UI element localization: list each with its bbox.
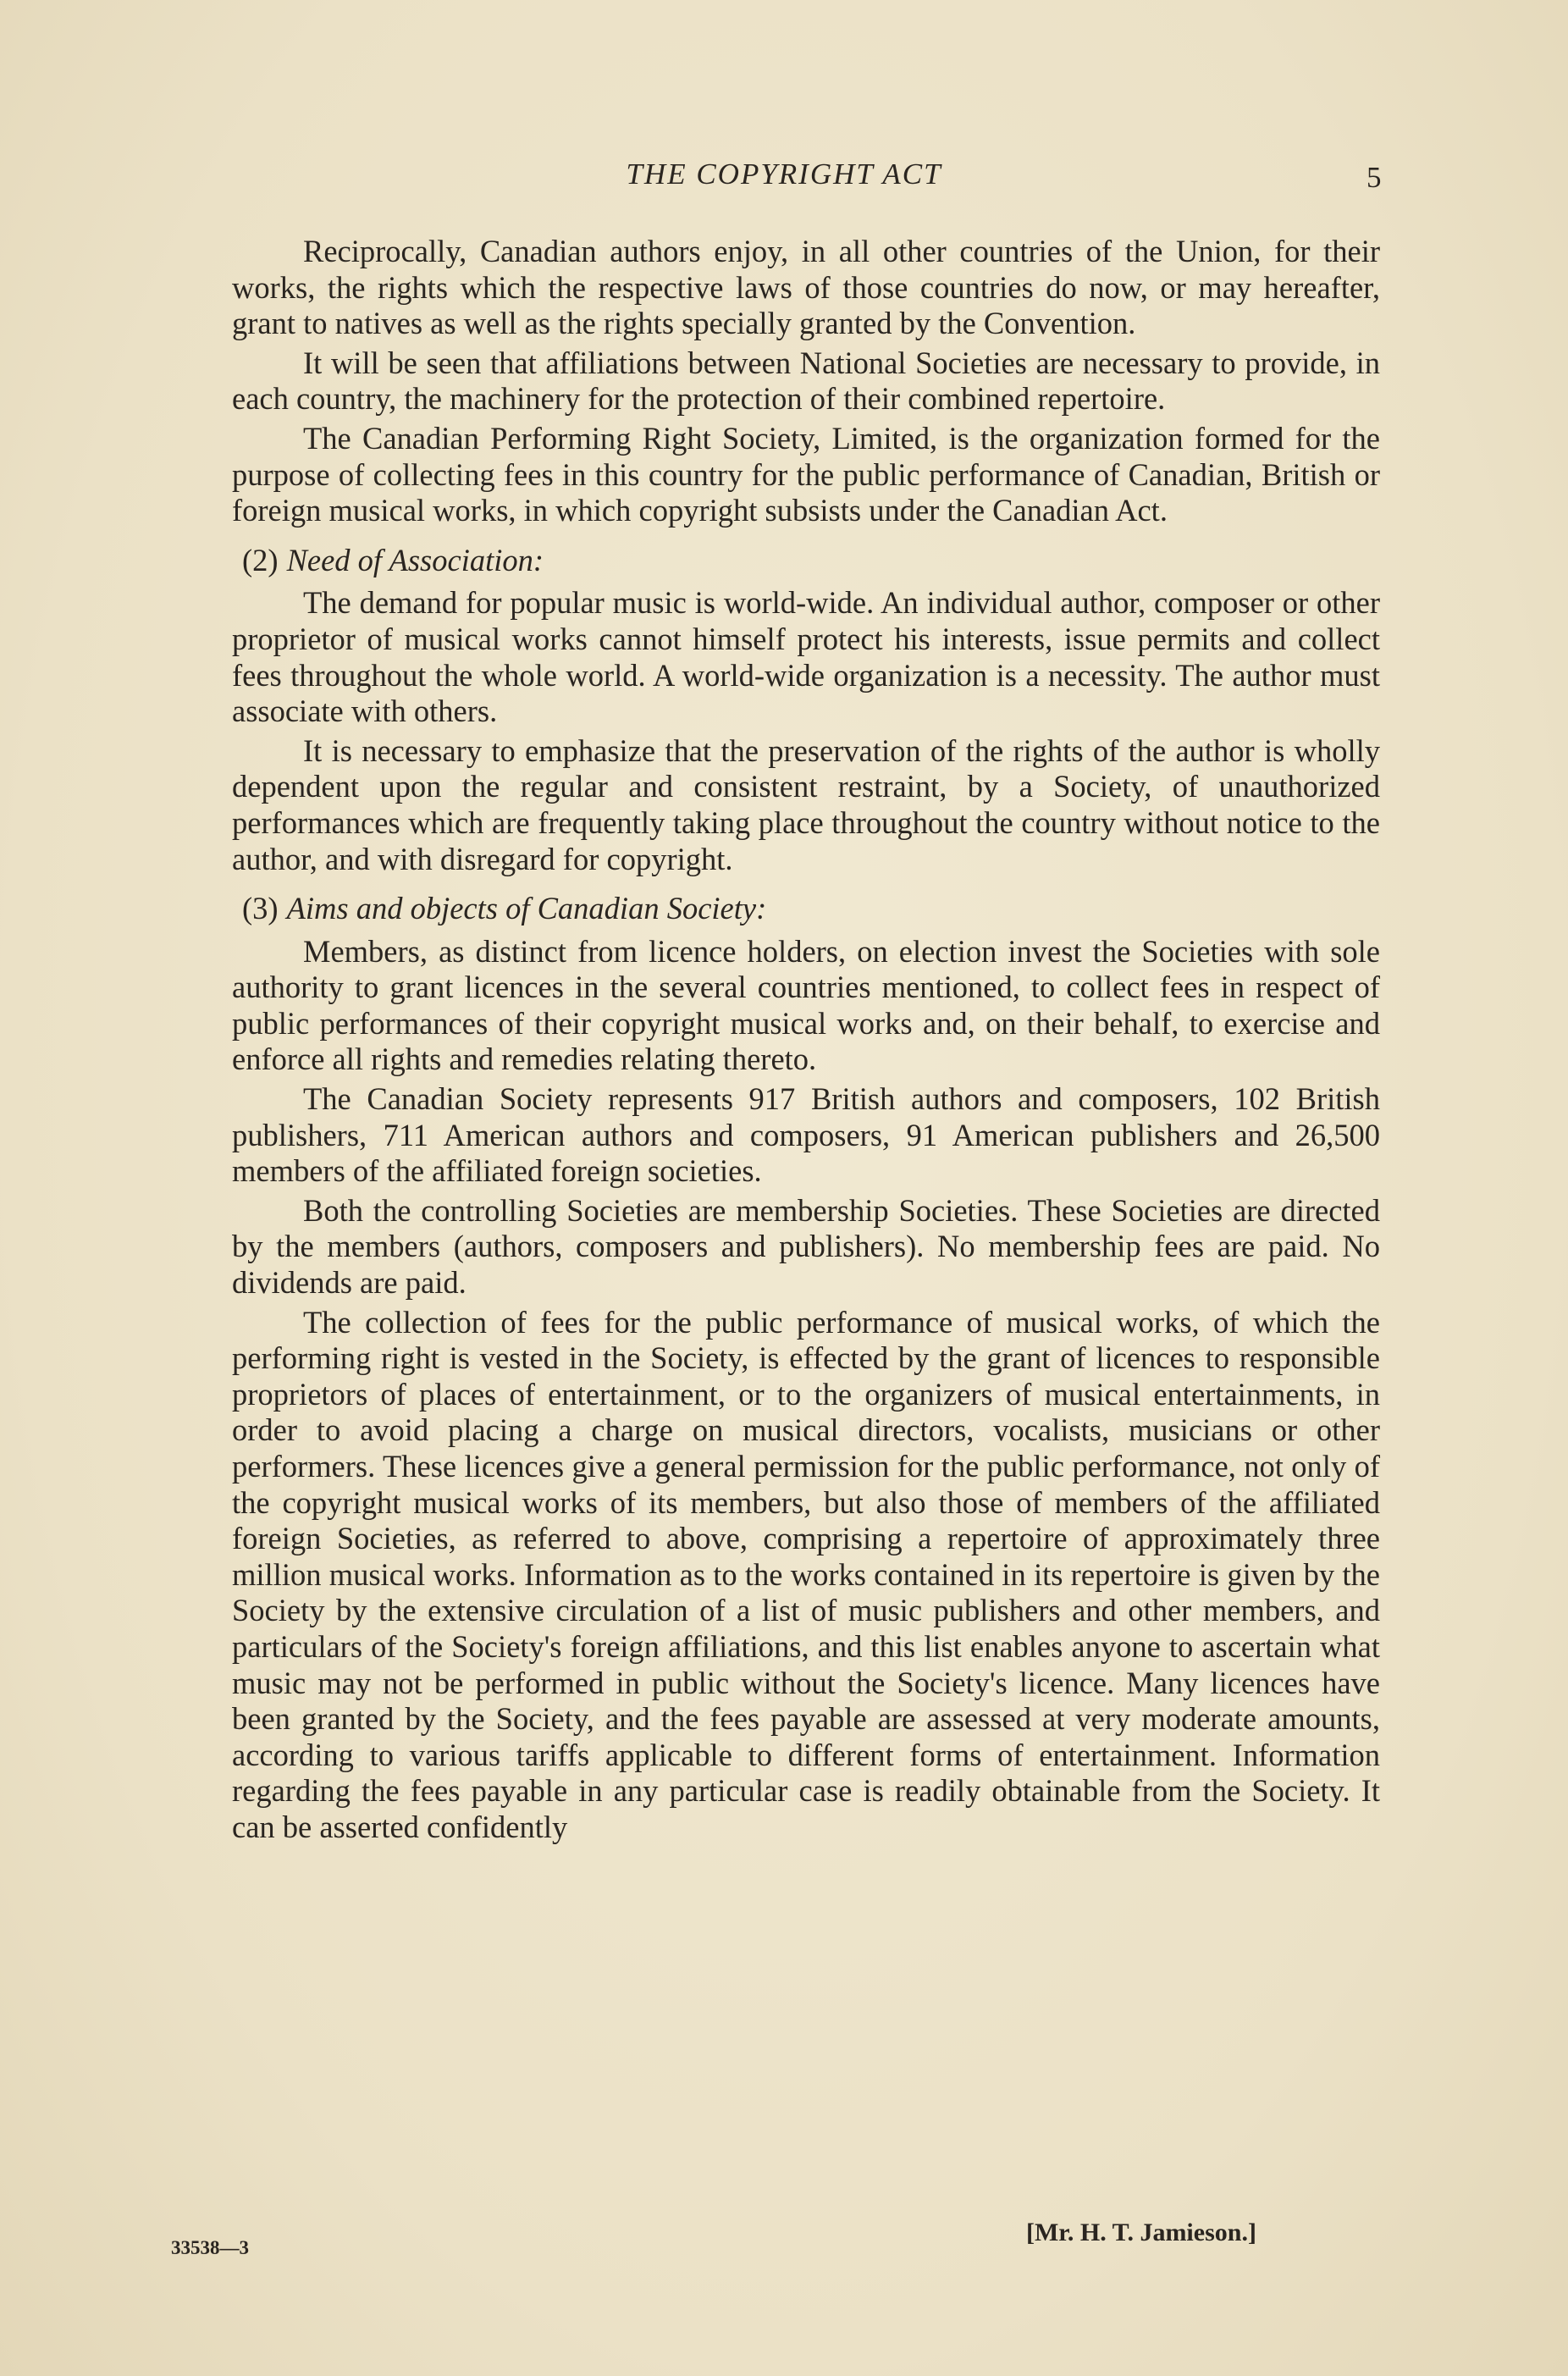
running-title: THE COPYRIGHT ACT <box>626 157 942 191</box>
paragraph: It is necessary to emphasize that the preservation of the rights of the author is wholly dependent upon the regular and consistent restraint, by a Society, of unauthorized performances which are frequently taking place throughout the country without notice to the author, and with disregard for copyright. <box>232 732 1380 876</box>
section-title: Aims and objects of Canadian Society: <box>286 891 767 926</box>
paragraph: The Canadian Performing Right Society, Limited, is the organization formed for the purpose of collecting fees in this country for the public performance of Canadian, British or foreign musical works, in which copyright subsists under the Canadian Act. <box>232 420 1380 528</box>
speaker-attribution: [Mr. H. T. Jamieson.] <box>1026 2219 1256 2246</box>
section-title: Need of Association: <box>286 542 544 577</box>
section-heading-2 <box>242 543 1380 579</box>
paragraph: The Canadian Society represents 917 British authors and composers, 102 British publishers, 711 American authors and composers, 91 American publishers and 26,500 members of the affiliated foreign societies. <box>232 1081 1380 1189</box>
body-text <box>232 234 1380 1849</box>
paragraph: Reciprocally, Canadian authors enjoy, in all other countries of the Union, for their works, the rights which the respective laws of those countries do now, or may hereafter, grant to natives as well as the rights specially granted by the Convention. <box>232 234 1380 341</box>
section-number: (3) <box>242 891 279 926</box>
paragraph: Members, as distinct from licence holders, on election invest the Societies with sole authority to grant licences in the several countries mentioned, to collect fees in respect of public performances of their copyright musical works and, on their behalf, to exercise and enforce all rights and remedies relating thereto. <box>232 933 1380 1077</box>
page-number: 5 <box>1366 161 1382 194</box>
paragraph: Both the controlling Societies are membership Societies. These Societies are directed by the members (authors, composers and publishers). No membership fees are paid. No dividends are paid. <box>232 1192 1380 1301</box>
paragraph: The demand for popular music is world-wide. An individual author, composer or other proprietor of musical works cannot himself protect his interests, issue permits and collect fees throughout the whole world. A world-wide organization is a necessity. The author must associate with others. <box>232 585 1380 729</box>
paragraph: The collection of fees for the public performance of musical works, of which the performing right is vested in the Society, is effected by the grant of licences to responsible proprietors of places of entertainment, or to the organizers of musical entertainments, in order to avoid placing a charge on musical directors, vocalists, musicians or other performers. These licences give a general permission for the public performance, not only of the copyright musical works of its members, but also those of members of the affiliated foreign Societies, as referred to above, comprising a repertoire of approximately three million musical works. Information as to the works contained in its repertoire is given by the Society by the extensive circulation of a list of music publishers and other members, and particulars of the Society's foreign affiliations, and this list enables anyone to ascertain what music may not be performed in public without the Society's licence. Many licences have been granted by the Society, and the fees payable are assessed at very moderate amounts, according to various tariffs applicable to different forms of entertainment. Information regarding the fees payable in any particular case is readily obtainable from the Society. It can be asserted confidently <box>232 1304 1380 1844</box>
paragraph: It will be seen that affiliations between National Societies are necessary to provide, in each country, the machinery for the protection of their combined repertoire. <box>232 345 1380 417</box>
section-number: (2) <box>242 542 279 577</box>
print-code: 33538—3 <box>171 2237 249 2258</box>
section-heading-3 <box>242 891 1380 927</box>
